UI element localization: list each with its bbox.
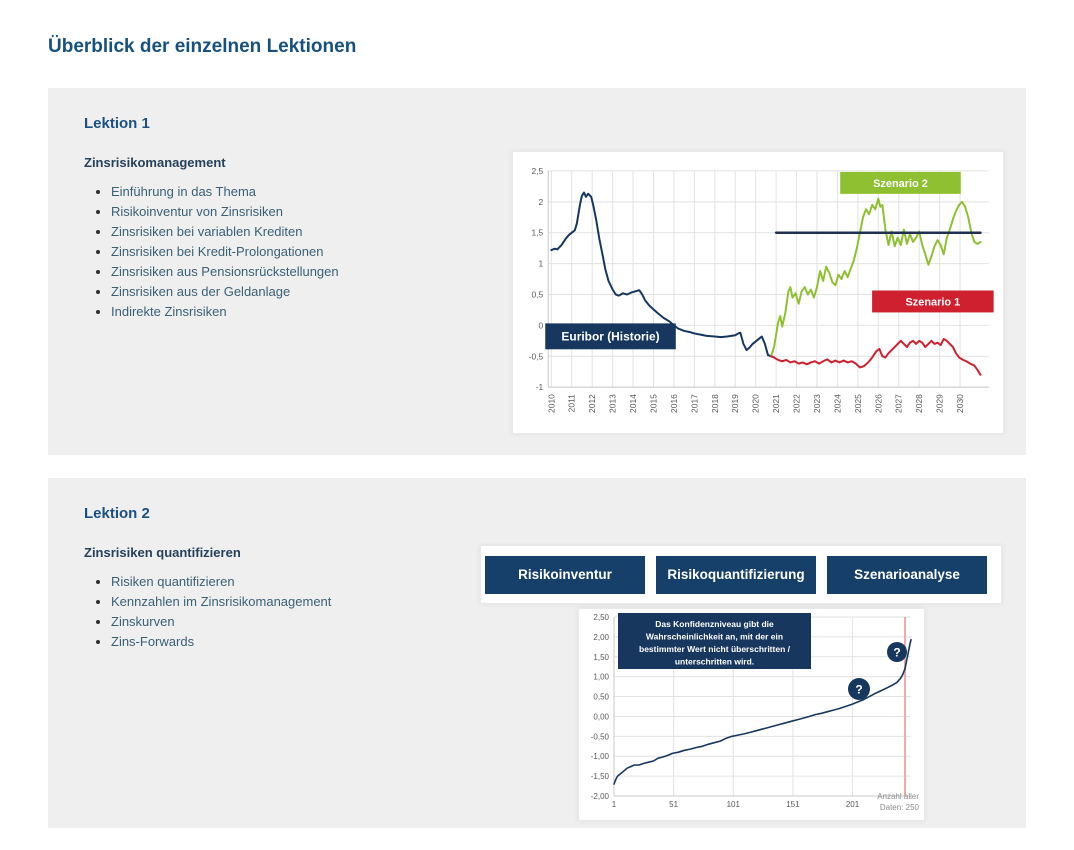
topic-item: • Zinsrisiken bei variablen Krediten xyxy=(111,225,494,239)
series-label: Szenario 1 xyxy=(905,296,961,309)
process-step-button[interactable]: Risikoinventur xyxy=(485,556,645,594)
x-tick-label: 2019 xyxy=(730,394,741,413)
y-tick-label: -0,5 xyxy=(528,351,544,362)
x-tick-label: 2024 xyxy=(832,394,843,413)
x-tick-label: 2015 xyxy=(648,394,659,413)
y-tick-label: -0,50 xyxy=(590,732,609,742)
lesson-2-chart-panel xyxy=(578,608,925,821)
topic-item: • Risikoinventur von Zinsrisiken xyxy=(111,205,494,219)
lesson-2-topic-list xyxy=(84,575,494,649)
y-tick-label: 1,50 xyxy=(593,652,609,662)
lesson-2-heading: Lektion 2 xyxy=(84,505,150,522)
y-tick-label: -2,00 xyxy=(590,792,609,801)
x-tick-label: 201 xyxy=(845,800,860,809)
y-tick-label: 2 xyxy=(538,196,544,207)
series-line xyxy=(771,199,980,357)
x-tick-label: 2030 xyxy=(955,394,966,413)
lesson-2-card xyxy=(48,478,1026,828)
lesson-1-chart-panel xyxy=(512,151,1004,434)
y-tick-label: 1 xyxy=(538,258,544,269)
x-tick-label: 2021 xyxy=(771,394,782,413)
y-tick-label: -1 xyxy=(535,382,544,393)
euribor-scenario-chart xyxy=(513,152,1001,431)
callout-text-line: bestimmter Wert nicht überschritten / xyxy=(639,644,790,654)
x-tick-label: 2017 xyxy=(689,394,700,413)
x-tick-label: 101 xyxy=(726,800,740,809)
x-tick-label: 1 xyxy=(611,800,617,809)
lesson-1-topic-list xyxy=(84,185,494,319)
x-tick-label: 2023 xyxy=(811,394,822,413)
x-tick-label: 2028 xyxy=(914,394,925,413)
process-step-button[interactable]: Risikoquantifizierung xyxy=(656,556,816,594)
lesson-1-heading: Lektion 1 xyxy=(84,115,150,132)
topic-item: • Zinsrisiken aus Pensionsrückstellungen xyxy=(111,265,494,279)
confidence-level-chart xyxy=(579,609,923,819)
topic-item: • Einführung in das Thema xyxy=(111,185,494,199)
x-tick-label: 2012 xyxy=(587,394,598,413)
x-tick-label: 2016 xyxy=(668,394,679,413)
y-tick-label: 2,50 xyxy=(593,613,609,622)
series-label: Euribor (Historie) xyxy=(561,329,660,344)
topic-item: • Zinsrisiken aus der Geldanlage xyxy=(111,285,494,299)
x-tick-label: 2029 xyxy=(934,394,945,413)
x-tick-label: 2025 xyxy=(852,394,863,413)
lesson-1-subheading: Zinsrisikomanagement xyxy=(84,155,226,170)
x-tick-label: 2010 xyxy=(546,394,557,413)
x-tick-label: 2022 xyxy=(791,394,802,413)
x-tick-label: 2026 xyxy=(873,394,884,413)
x-tick-label: 2014 xyxy=(628,394,639,413)
callout-text-line: Das Konfidenzniveau gibt die xyxy=(655,619,774,629)
callout-text-line: Wahrscheinlichkeit an, mit der ein xyxy=(645,631,784,642)
y-tick-label: 2,5 xyxy=(531,165,544,176)
chart-note-line: Daten: 250 xyxy=(879,803,919,812)
process-buttons-panel xyxy=(480,545,1002,604)
topic-item: • Indirekte Zinsrisiken xyxy=(111,305,494,319)
y-tick-label: 0,5 xyxy=(531,289,544,300)
lesson-1-card xyxy=(48,88,1026,455)
topic-item: • Kennzahlen im Zinsrisikomanagement xyxy=(111,595,494,609)
y-tick-label: 1,00 xyxy=(593,672,609,682)
y-tick-label: 0 xyxy=(538,320,544,331)
x-tick-label: 2011 xyxy=(566,394,577,413)
x-tick-label: 51 xyxy=(669,800,679,809)
y-tick-label: 0,50 xyxy=(593,692,609,702)
question-mark-icon[interactable]: ? xyxy=(855,682,863,697)
topic-item: • Zinsrisiken bei Kredit-Prolongationen xyxy=(111,245,494,259)
y-tick-label: -1,00 xyxy=(590,752,609,762)
page-title: Überblick der einzelnen Lektionen xyxy=(48,36,357,57)
chart-note-line: Anzahl aller xyxy=(877,792,919,801)
y-tick-label: -1,50 xyxy=(590,772,609,782)
lesson-1-text xyxy=(84,88,494,325)
y-tick-label: 2,00 xyxy=(593,632,609,642)
lesson-2-subheading: Zinsrisiken quantifizieren xyxy=(84,545,241,560)
x-tick-label: 2027 xyxy=(893,394,904,413)
y-tick-label: 0,00 xyxy=(593,712,609,722)
x-tick-label: 151 xyxy=(786,800,800,809)
process-step-button[interactable]: Szenarioanalyse xyxy=(827,556,987,594)
topic-item: • Zins-Forwards xyxy=(111,635,494,649)
topic-item: • Risiken quantifizieren xyxy=(111,575,494,589)
question-mark-icon[interactable]: ? xyxy=(893,645,901,660)
series-line xyxy=(771,339,980,375)
y-tick-label: 1,5 xyxy=(531,227,544,238)
x-tick-label: 2020 xyxy=(750,394,761,413)
series-label: Szenario 2 xyxy=(873,177,928,190)
lesson-2-text xyxy=(84,478,494,655)
callout-text-line: unterschritten wird. xyxy=(674,656,755,667)
x-tick-label: 2013 xyxy=(607,394,618,413)
topic-item: • Zinskurven xyxy=(111,615,494,629)
x-tick-label: 2018 xyxy=(709,394,720,413)
